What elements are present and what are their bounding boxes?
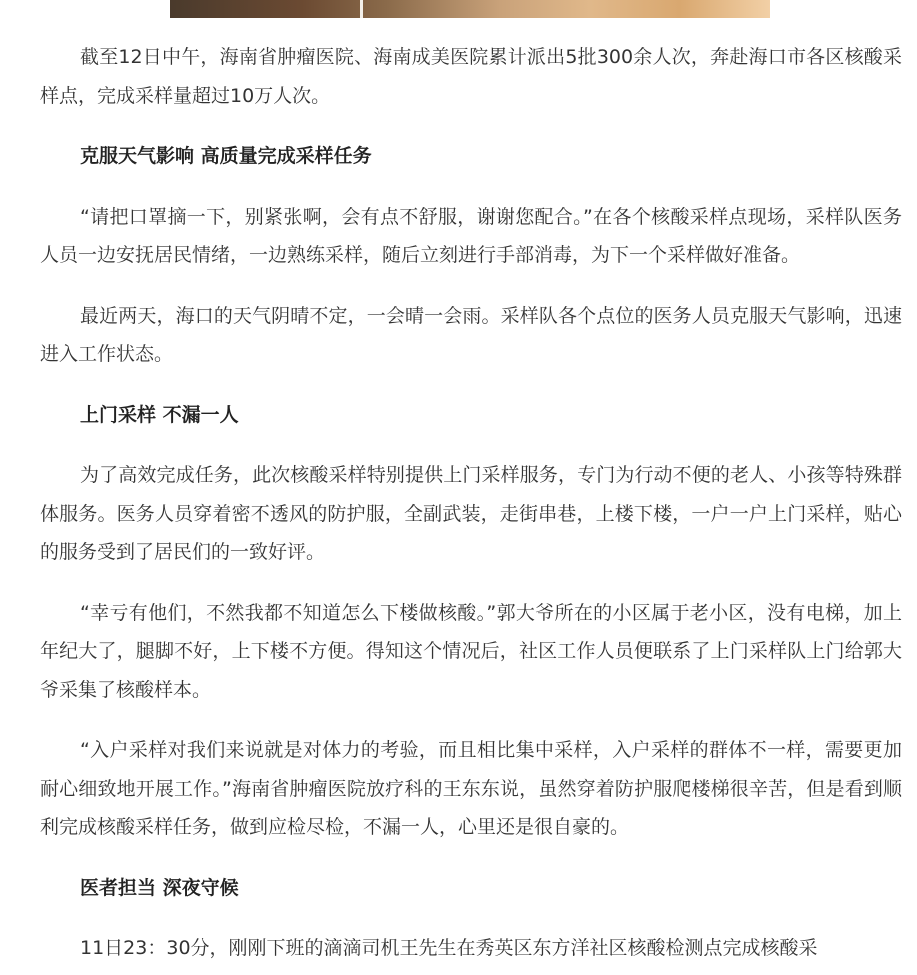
paragraph-night-sampling: 11日23：30分，刚刚下班的滴滴司机王先生在秀英区东方洋社区核酸检测点完成核酸采 — [80, 937, 818, 959]
section-heading-weather: 克服天气影响 高质量完成采样任务 — [80, 145, 372, 167]
article-body — [40, 38, 902, 968]
article-photo — [170, 0, 770, 18]
section-heading-door-to-door: 上门采样 不漏一人 — [80, 403, 239, 426]
paragraph-door-to-door-service: 为了高效完成任务，此次核酸采样特别提供上门采样服务，专门为行动不便的老人、小孩等特殊群体服务。医务人员穿着密不透风的防护服，全副武装，走街串巷，上楼下楼，一户一户上门采样，贴心的服务受到了居民们的一致好评。 — [40, 464, 902, 563]
paragraph-resident-quote: “幸亏有他们，不然我都不知道怎么下楼做核酸。”郭大爷所在的小区属于老小区，没有电梯，加上年纪大了，腿脚不好，上下楼不方便。得知这个情况后，社区工作人员便联系了上门采样队上门给郭大爷采集了核酸样本。 — [40, 601, 902, 701]
paragraph-doctor-quote: “入户采样对我们来说就是对体力的考验，而且相比集中采样，入户采样的群体不一样，需要更加耐心细致地开展工作。”海南省肿瘤医院放疗科的王东东说，虽然穿着防护服爬楼梯很辛苦，但是看到顺利完成核酸采样任务，做到应检尽检，不漏一人，心里还是很自豪的。 — [40, 739, 902, 838]
section-heading-night-watch: 医者担当 深夜守候 — [80, 876, 239, 899]
paragraph-weather: 最近两天，海口的天气阴晴不定，一会晴一会雨。采样队各个点位的医务人员克服天气影响，迅速进入工作状态。 — [40, 304, 902, 365]
paragraph-sampling-summary: 截至12日中午，海南省肿瘤医院、海南成美医院累计派出5批300余人次，奔赴海口市各区核酸采样点，完成采样量超过10万人次。 — [40, 46, 902, 107]
photo-divider — [360, 0, 363, 18]
paragraph-sampling-scene: “请把口罩摘一下，别紧张啊，会有点不舒服，谢谢您配合。”在各个核酸采样点现场，采样队医务人员一边安抚居民情绪，一边熟练采样，随后立刻进行手部消毒，为下一个采样做好准备。 — [40, 205, 902, 266]
